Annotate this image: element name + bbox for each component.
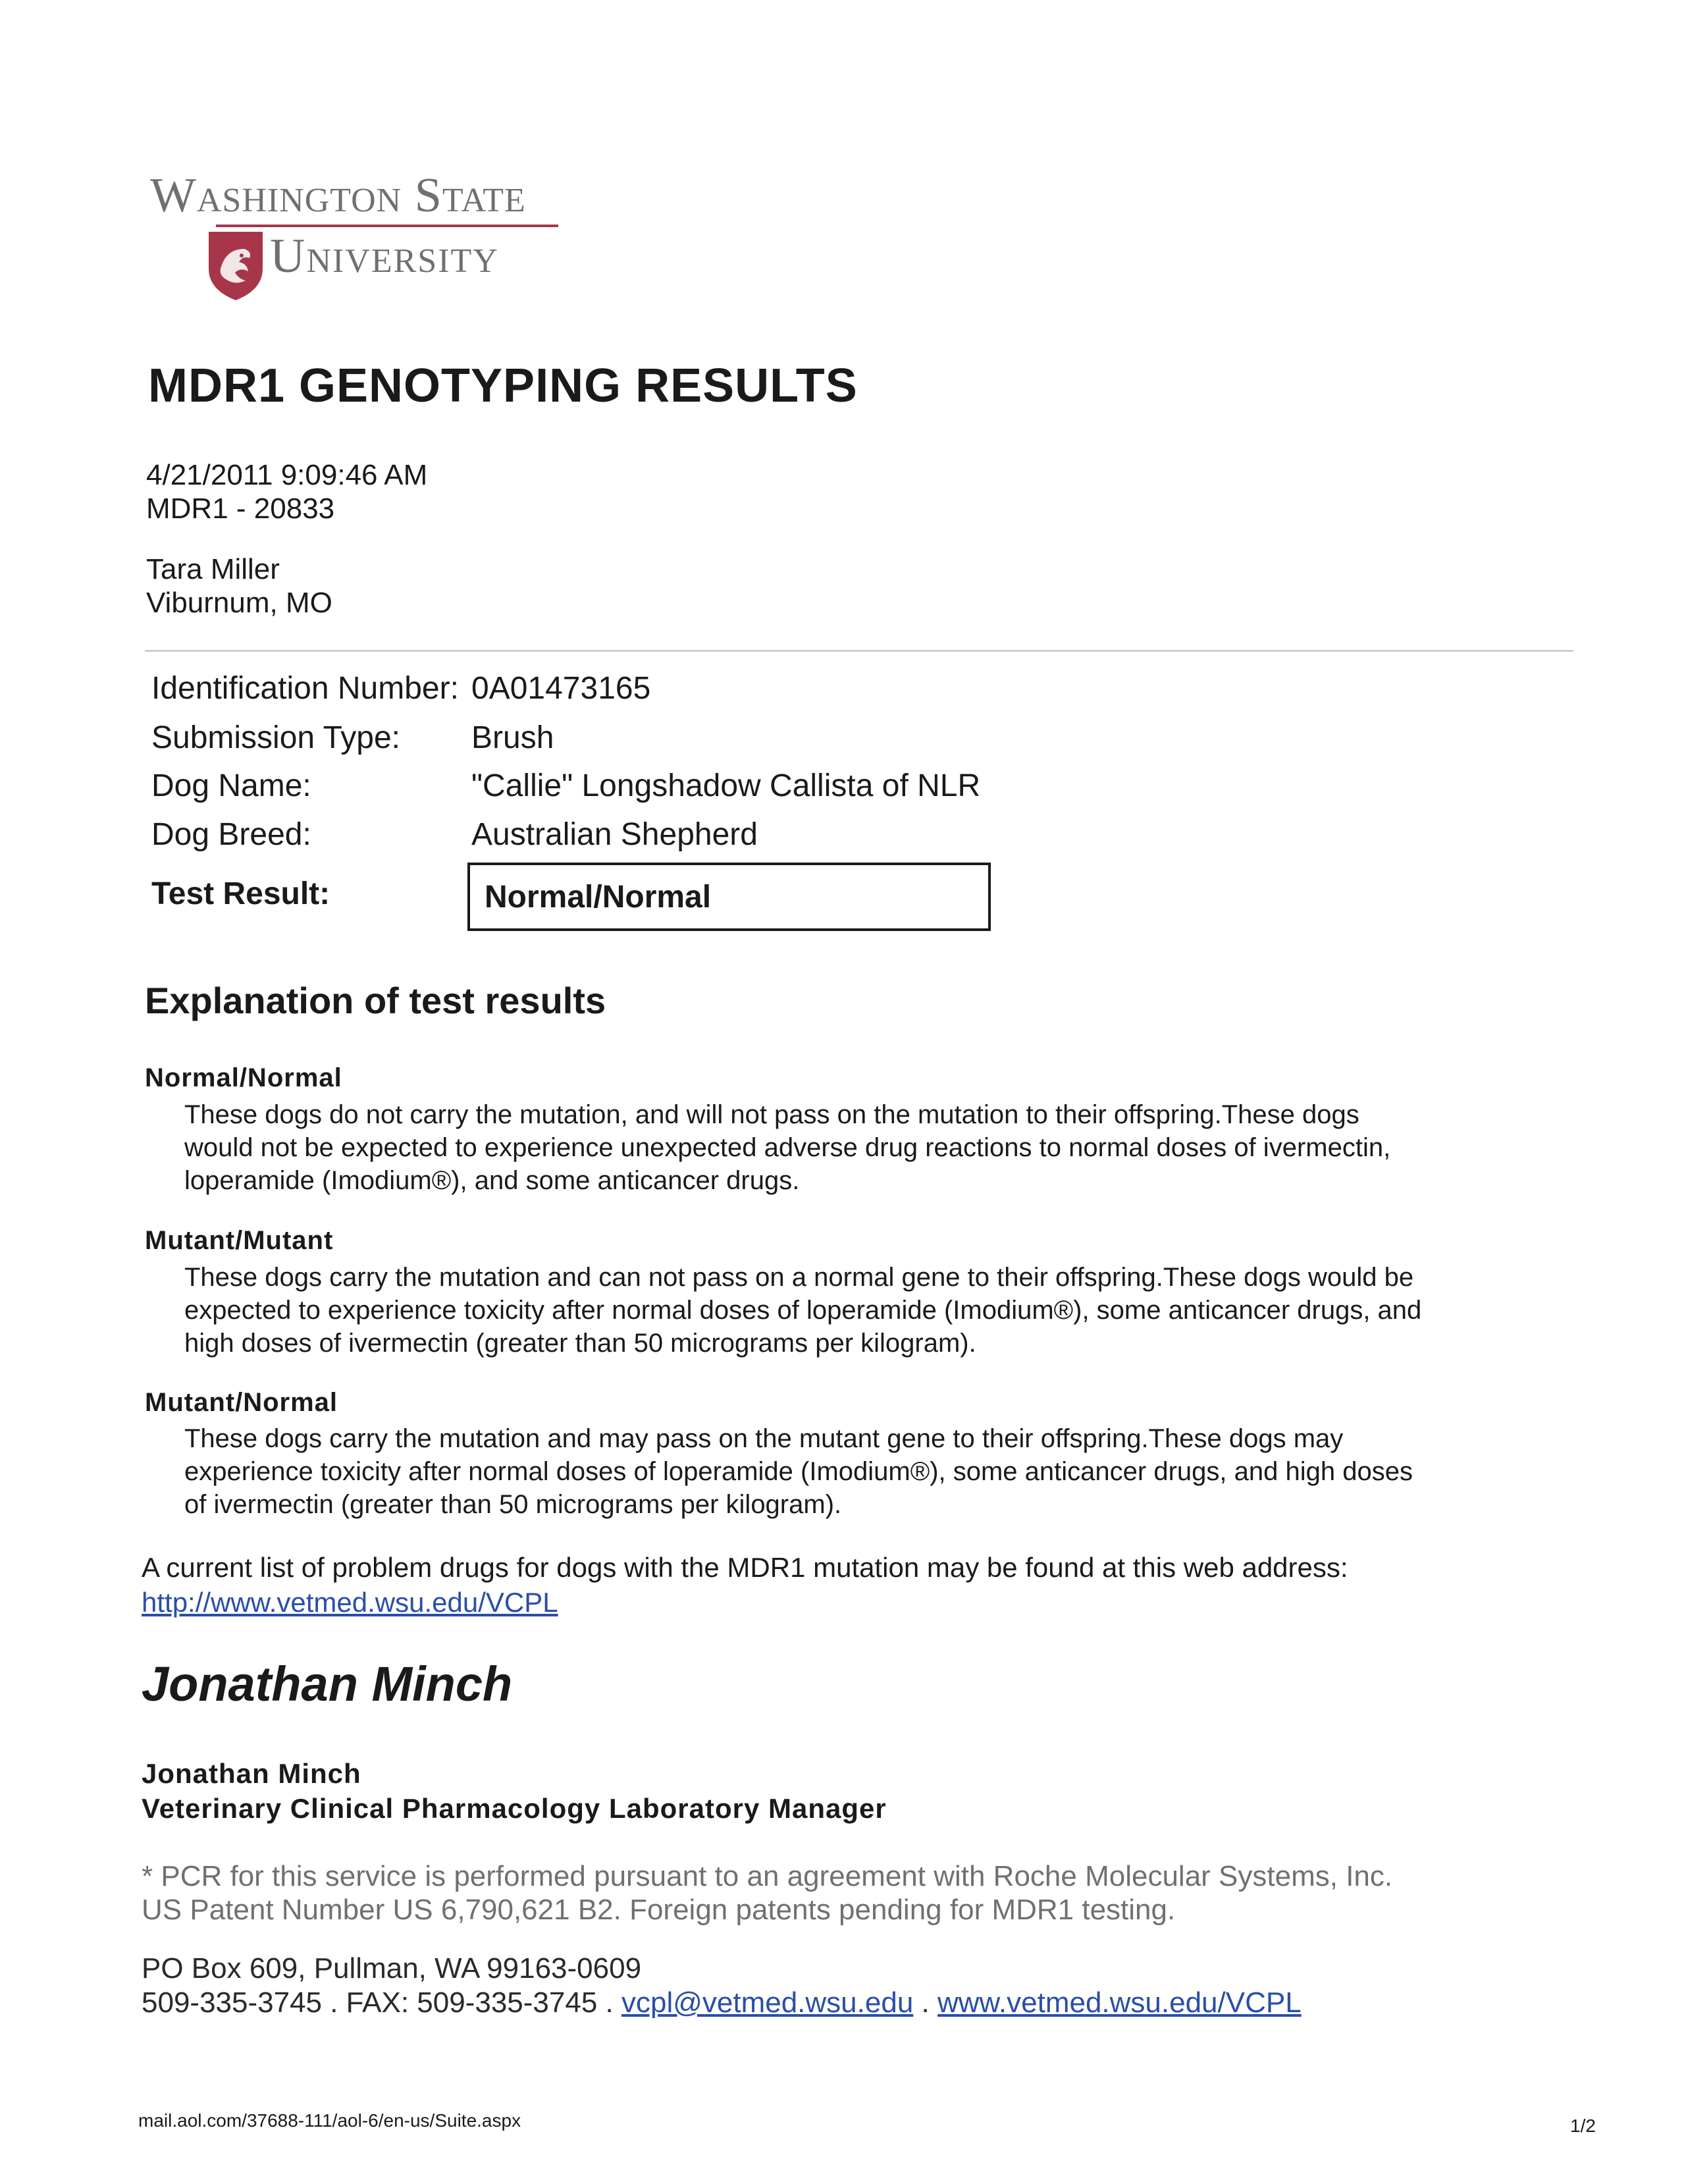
record-id: MDR1 - 20833 xyxy=(146,493,335,525)
contact-separator: . xyxy=(921,1986,930,2019)
category-title-mutant-mutant: Mutant/Mutant xyxy=(145,1226,334,1255)
contact-line xyxy=(142,1986,1302,2019)
submission-type-label: Submission Type: xyxy=(151,720,400,755)
explanation-heading: Explanation of test results xyxy=(145,980,606,1021)
text-line: high doses of ivermectin (greater than 50 micrograms per kilogram). xyxy=(184,1329,976,1358)
text-line: These dogs do not carry the mutation, and will not pass on the mutation to their offspring.These dogs xyxy=(184,1100,1359,1129)
identification-number-label: Identification Number: xyxy=(151,671,459,706)
drug-list-link[interactable]: http://www.vetmed.wsu.edu/VCPL xyxy=(142,1587,558,1618)
submission-type-value: Brush xyxy=(471,720,554,755)
patent-footnote-line-1: * PCR for this service is performed pursuant to an agreement with Roche Molecular Systems, Inc. xyxy=(142,1860,1393,1892)
page-title: MDR1 GENOTYPING RESULTS xyxy=(148,360,858,412)
website-link[interactable]: www.vetmed.wsu.edu/VCPL xyxy=(937,1986,1302,2019)
phone-fax: 509-335-3745 . FAX: 509-335-3745 . xyxy=(142,1986,614,2019)
text-line: These dogs carry the mutation and can not pass on a normal gene to their offspring.These dogs would be xyxy=(184,1263,1414,1292)
wsu-logo xyxy=(150,168,571,306)
dog-breed-label: Dog Breed: xyxy=(151,817,311,852)
header-divider xyxy=(145,650,1573,652)
mailing-address: PO Box 609, Pullman, WA 99163-0609 xyxy=(142,1952,642,1984)
dog-breed-value: Australian Shepherd xyxy=(471,817,758,852)
text-line: would not be expected to experience unexpected adverse drug reactions to normal doses of ivermectin, xyxy=(184,1133,1391,1162)
category-title-mutant-normal: Mutant/Normal xyxy=(145,1388,338,1417)
test-result-label: Test Result: xyxy=(151,876,330,911)
text-line: expected to experience toxicity after normal doses of loperamide (Imodium®), some anticancer drugs, and xyxy=(184,1296,1422,1325)
signature: Jonathan Minch xyxy=(142,1657,513,1711)
logo-line-1: Washington State xyxy=(150,169,526,223)
owner-name: Tara Miller xyxy=(146,553,280,585)
report-datetime: 4/21/2011 9:09:46 AM xyxy=(146,459,428,491)
category-text-mutant-normal xyxy=(184,1422,1633,1521)
category-title-normal-normal: Normal/Normal xyxy=(145,1063,342,1092)
category-text-normal-normal xyxy=(184,1098,1633,1197)
dog-name-label: Dog Name: xyxy=(151,768,311,803)
dog-name-value: "Callie" Longshadow Callista of NLR xyxy=(471,768,981,803)
identification-number-value: 0A01473165 xyxy=(471,671,651,706)
signer-title: Veterinary Clinical Pharmacology Laboratory Manager xyxy=(142,1793,887,1824)
email-link[interactable]: vcpl@vetmed.wsu.edu xyxy=(621,1986,914,2019)
signer-name: Jonathan Minch xyxy=(142,1758,361,1789)
category-text-mutant-mutant xyxy=(184,1261,1633,1360)
cougar-shield-icon xyxy=(206,229,265,303)
drug-list-text: A current list of problem drugs for dogs with the MDR1 mutation may be found at this web address: xyxy=(142,1552,1348,1583)
text-line: loperamide (Imodium®), and some anticancer drugs. xyxy=(184,1166,800,1195)
text-line: experience toxicity after normal doses of loperamide (Imodium®), some anticancer drugs, and high doses xyxy=(184,1457,1413,1486)
text-line: These dogs carry the mutation and may pass on the mutant gene to their offspring.These dogs may xyxy=(184,1424,1344,1453)
page-number: 1/2 xyxy=(1570,2116,1596,2136)
logo-line-2: University xyxy=(270,229,499,283)
owner-location: Viburnum, MO xyxy=(146,587,332,619)
text-line: of ivermectin (greater than 50 micrograms per kilogram). xyxy=(184,1490,842,1519)
logo-rule xyxy=(216,225,558,227)
page-source-url: mail.aol.com/37688-111/aol-6/en-us/Suite.aspx xyxy=(138,2110,521,2131)
patent-footnote-line-2: US Patent Number US 6,790,621 B2. Foreign patents pending for MDR1 testing. xyxy=(142,1894,1176,1926)
test-result-value: Normal/Normal xyxy=(485,880,712,915)
